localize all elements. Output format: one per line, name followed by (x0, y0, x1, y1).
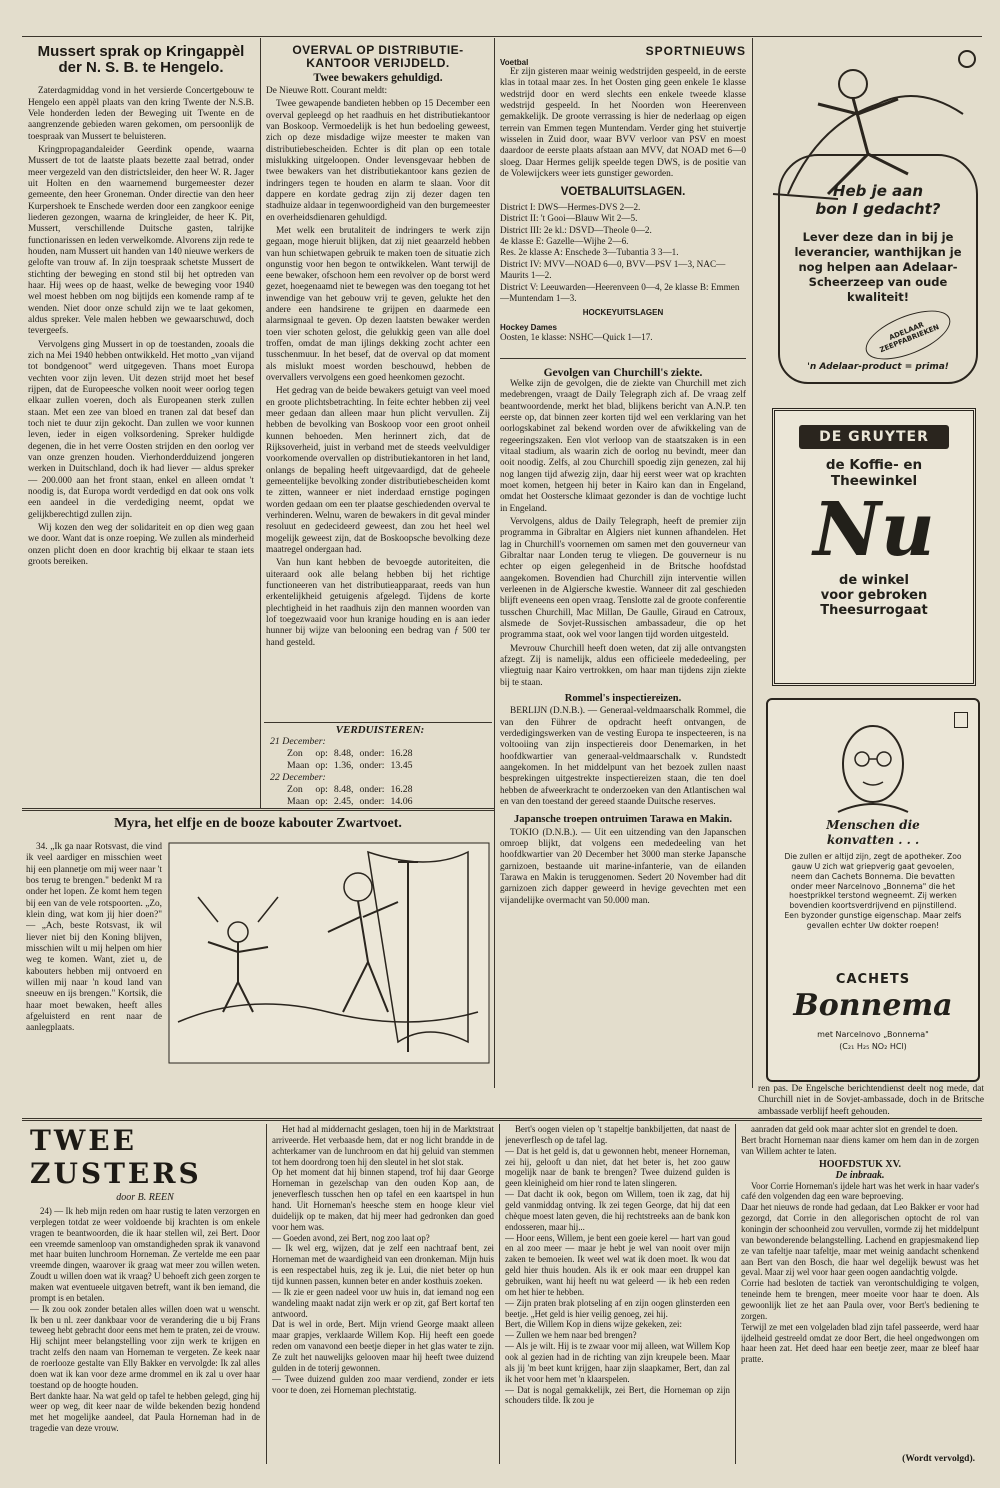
hockey-result: Oosten, 1e klasse: NSHC—Quick 1—17. (500, 332, 653, 343)
serial-text: Voor Corrie Horneman's ijdele hart was het werk in haar vader's café den volgenden dag een ware beproeving. Daar het nieuws de ronde had gedaan, dat Leo Bakker er voor had gezorgd, dat Corrie in den allegorischen optocht de rol van koningin der schoonheid zou vervullen, vormde zij het middelpunt van bewonderende belangstelling. Lachend en grapjesmakend liep ze van tafeltje naar tafeltje, maar met weinig aandacht schenkend aan Bert van den Bosch, die haar wel degelijk bewust was het geval. Maar zij wel voor haar geen oogen aandachtig volgde. Corrie had besloten de tactiek van verontschuldiging te volgen, teneinde hem te brengen, meer moeite voor haar te doen. Als gewoonlijk liet ze het aan Paula over, voor Bert's bediening te zorgen. Terwijl ze met een volgeladen blad zijn tafel passeerde, werd haar ijdelheid gestreeld omdat ze door Bert, die heel ongedwongen om haar heen zat. Het deed haar een beetje zeer, maar ze bleef haar pratte. (741, 1180, 979, 1365)
article-overval (266, 44, 490, 724)
sun-date-1: 21 December: (270, 736, 326, 747)
hockey-label: Hockey Dames (500, 323, 557, 333)
op-time: 8.48, (333, 747, 354, 759)
sun-row (284, 784, 416, 796)
result-line: District II: 't Gooi—Blauw Wit 2—5. (500, 213, 638, 224)
ad1-stamp: ADELAAR ZEEPFABRIEKEN (859, 301, 957, 370)
serial-col-4 (741, 1124, 979, 1464)
rule (500, 358, 746, 359)
paragraph: Het gedrag van de beide bewakers getuigt van veel moed en groote plichtsbetrachting. In feite echter hebben zij veel meer gedaan dan alleen maar hun plicht vervullen. Zij hebben de bevolking van Boskoop voor een groot onheil kunnen behoeden. Men herinnert zich, dat de Rijksoverheid, juist in verband met de steeds veelvuldiger voorkomende overvallen op distributiekantoren in het land, onlangs de bepaling heeft uitgevaardigd, dat de geheele gemeentelijke bevolking zonder distributiebescheiden komt te zitten, wanneer er niet inderdaad ernstige pogingen worden gedaan om een ter plaatse geschiedenden overval te verhinderen. Welnu, waren de bewakers in dit geval minder resoluut en gedecideerd geweest, dan zou het heel wel mogelijk geweest zijn, dat de Boskoopsche bevolking deze maatregel ondergaan had. (266, 386, 490, 556)
result-line: District V: Leeuwarden—Heerenveen 0—4, 2e klasse B: Emmen—Muntendam 1—3. (500, 281, 740, 303)
serial-rule-2 (499, 1124, 500, 1464)
result-line: District I: DWS—Hermes-DVS 2—2. (500, 201, 641, 212)
ad2-line4: voor gebroken (820, 588, 928, 603)
op-label: op: (315, 759, 328, 771)
section-rule-serial (22, 1118, 982, 1121)
sun-label: Maan (287, 795, 310, 806)
ad2-brand: DE GRUYTER (799, 425, 949, 449)
headline-mussert: Mussert sprak op Kringappèl der N. S. B. te Hengelo. (37, 44, 245, 77)
paragraph: Van hun kant hebben de bevoegde autoriteiten, die uiteraard ook alle belang hebben bij het richtige functioneeren van het distributieapparaat, reeds van hun erkentelijkheid getuigenis afgelegd. Tijdens de korte plechtigheid in het raadhuis zijn den mannen woorden van lof toegezwaaid voor hun kranige houding en is aan ieder hunner bij wijze van belooning een bedrag van ƒ 500 ter hand gesteld. (266, 558, 490, 648)
headline-rommel: Rommel's inspectiereizen. (564, 693, 682, 705)
comic-myra (26, 816, 490, 1116)
ad1-body: Lever deze dan in bij je leverancier, wanthijkan je nog helpen aan Adelaar-Scheerzeep van oude kwaliteit! (794, 230, 962, 304)
column-rule-3 (752, 38, 753, 1088)
comic-illustration (168, 842, 490, 1064)
onder-time: 16.28 (390, 783, 413, 795)
chapter-heading: HOOFDSTUK XV. (818, 1158, 902, 1170)
paragraph: TOKIO (D.N.B.). — Uit een uitzending van den Japanschen omroep blijkt, dat volgens een mededeeling van het hoofdkwartier van 20 December het 3000 man sterke Japansche garnizoen, bestaande uit marine-infanterie, van de eilanden Tarawa en Makin is teruggenomen. Sedert 20 November had dit garnizoen zich dapper geweerd in hevige gevechten met een vijandelijke overmacht van 50.000 man. (500, 827, 746, 906)
voetbal-label: Voetbal (500, 58, 529, 67)
op-label: op: (315, 783, 328, 795)
verduisteren-box (270, 724, 490, 806)
paragraph: Met welk een brutaliteit de indringers te werk zijn gegaan, moge hieruit blijken, dat zij niet geaarzeld hebben van hun schietwapen gebruik te maken toen de situatie zich ongunstig voor hen begon te ontwikkelen. Want terwijl de eene bewaker, ofschoon hem een revolver op de borst werd gezet, hoegenaamd niet te bewegen was den toegang tot het inwendige van het gebouw vrij te geven, gelukte het den andere een handsirene te grijpen en daarmede een alarmsignaal te geven. Op dezen laatsten bewaker werden toen vier schoten gelost, die gelukkig geen van alle doel troffen, omdat de man ijlings dekking zocht achter een tusschenmuur. In het besef, dat de overval op dat moment als mislukt moest worden beschouwd, hebben de overvallers vervolgens een goed heenkomen gezocht. (266, 225, 490, 384)
sun-label: Maan (287, 759, 310, 771)
paragraph: Welke zijn de gevolgen, die de ziekte van Churchill met zich medebrengen, vraagt de Daily Telegraph zich af. De vraag zelf beantwoordende, merkt het blad, blijkens bericht van A.N.P. ten eerste op, dat binnen zeer korten tijd wel een verklaring van het oorlogskabinet zal bekend worden over de afwikkeling van de regeeringszaken. Een vlot verloop van de staatszaken is in een vitaal stadium, als waarin zich de oorlog nu bevindt, meer dan ooit noodig. Zelfs, al zou Churchill spoedig zijn genezen, zal hij nog langen tijd afwezig zijn, daar hij eerst weer wat op krachten moet komen, hetgeen hij beter in Kairo kan dan in Engeland, omdat het Oostersche klimaat gezonder is dan de vochtige lucht in Engeland. (500, 379, 746, 514)
continuation-text: ren pas. De Engelsche berichtendienst deelt nog mede, dat Churchill niet in de Sovjet-ambassade, doch in de Britsche ambassade verblijf heeft gehouden. (758, 1084, 984, 1116)
verduisteren-title: VERDUISTEREN: (335, 724, 425, 736)
voetbal-text: Er zijn gisteren maar weinig wedstrijden gespeeld, in de eerste klas in totaal maar zes. In het Oosten ging geen enkele 1e klasse wedstrijd door en werd slechts een enkele tweede klasse wedstrijd gespeeld. In het Noorden won Heerenveen gemakkelijk. De groote verrassing is hier de nederlaag op eigen terrein van Emmen tegen Muntendam. Verder ging het stuivertje wisselen in Zuid door, waar BVV verloor van PSV en moest daardoor de eerste plaats afstaan aan MVV, dat NOAD met 6—0 sloeg. Daar Hermes gelijk speelde tegen DWS, is de positie van de Volewijckers weer iets gunstiger geworden. (500, 67, 746, 179)
onder-label: onder: (359, 783, 385, 795)
ad3-cachets: CACHETS (835, 972, 911, 987)
sun-row (284, 796, 416, 806)
ad-de-gruyter (772, 408, 976, 686)
paragraph: Zaterdagmiddag vond in het versierde Concertgebouw te Hengelo een appèl plaats van den kring Twente der N.S.B. Vele honderden leden der Beweging uit Twente en de aangrenzende gebieden waren gekomen, om persoonlijk de toespraak van Mussert te beluisteren. (28, 86, 254, 142)
sun-row (284, 748, 416, 760)
paragraph: Wij kozen den weg der solidariteit en op dien weg gaan we door. Want dat is onze roeping. We zullen als minderheid onzen plicht doen en door krachtig bij elkaar te staan iets groots bereiken. (28, 522, 254, 567)
paragraph: De Nieuwe Rott. Courant meldt: (266, 85, 388, 96)
paragraph: Mevrouw Churchill heeft doen weten, dat zij alle ontvangsten afzegt. Zij is namelijk, aldus een officieele mededeeling, per vliegtuig naar Kairo vertrokken, om haar man tijdens zijn ziekte bij te staan. (500, 643, 746, 688)
headline-voetbaluitslagen: VOETBALUITSLAGEN. (560, 186, 686, 199)
onder-time: 13.45 (390, 759, 413, 771)
headline-hockeyuitslagen: HOCKEYUITSLAGEN (582, 308, 664, 318)
ad1-slogan: 'n Adelaar-product = prima! (807, 362, 949, 372)
ad1-headline-2: bon I gedacht? (815, 200, 941, 218)
serial-text: 24) — Ik heb mijn reden om haar rustig te laten verzorgen en verplegen totdat ze weer voldoende bij krachten is om enkele vragen te beantwoorden, die ik haar stellen wil, zei Bert. Door een vreemde samenloop van omstandigheden sprak ik vanavond met haar buiten lunchroom Horneman. Ze vertelde me een paar vreemde dingen, waarover ik graag wat meer zou willen weten. Zoudt u willen doen wat ik vraag? U behoeft zich geen zorgen te maken wat eventueele uitgaven betreft, want ik ben iemand, die prompt is en betalen. — Ik zou ook zonder betalen alles willen doen wat u wenscht. Ik ben u nl. zeer dankbaar voor de verandering die u bij Frans teweeg hebt gebracht door eens met hem te praten, zei de vrouw. Hij schijnt meer belangstelling voor zijn werk te krijgen en tracht zelfs den naam van Horneman te vergeten. Ze keek naar de roerlooze gestalte van Elly Bakker en vervolgde: Ik zal alles doen wat ik kan voor deze arme drommel en ik zal u over haar toestand op de hoogte houden. Bert dankte haar. Na wat geld op tafel te hebben gelegd, ging hij weer op weg, dit keer naar de wilde bekenden bezig hondend met het mogelijke aandeel, dat Paula Horneman had in de tragedie van deze vrouw. (30, 1206, 260, 1434)
comic-title: Myra, het elfje en de booze kabouter Zwartvoet. (114, 816, 402, 831)
serial-col-3 (505, 1124, 730, 1464)
sun-table-2 (284, 784, 416, 806)
sun-label: Zon (287, 747, 303, 759)
sun-label: Zon (287, 783, 303, 795)
chapter-subheading: De inbraak. (835, 1169, 885, 1181)
ad3-headline-2: konvatten . . . (826, 833, 920, 847)
apothecary-logo-icon (954, 712, 968, 728)
op-time: 8.48, (333, 783, 354, 795)
sun-table-1 (284, 748, 416, 772)
serial-rule-1 (266, 1124, 267, 1464)
ad2-line3: de winkel (839, 573, 909, 588)
sun-row (284, 760, 416, 772)
serial-text: aanraden dat geld ook maar achter slot en grendel te doen. Bert bracht Horneman naar diens kamer om hem dan in de zorgen van Willem achter te laten. (741, 1124, 979, 1156)
subheadline-overval: Twee bewakers gehuldigd. (313, 71, 443, 84)
serial-text: Bert's oogen vielen op 't stapeltje bankbiljetten, dat naast de jeneverflesch op de tafel lag. — Dat is het geld is, dat u gewonnen hebt, meneer Horneman, zei hij, gelooft u dan niet, dat het beter is, het zoo gauw mogelijk naar de bank te brengen? Twee duizend gulden is geen kleinigheid om hier rond te laten slingeren. — Dat dacht ik ook, begon om Willem, toen ik zag, dat hij geld vanmiddag ontving. Ik zei tegen George, dat hij dat een chèque moest laten geven, die hij rechtstreeks aan de bank kon endosseren, maar hij... — Hoor eens, Willem, je bent een goeie kerel — hart van goud en al zoo meer — maar je hebt je wel van nooit over mijn zaken te bemoeien. Ik weet wel wat ik doen moet. Ik wou dat geld hier thuis houden. Als ik er ook maar een druppel kan gebruiken, want hij heeft nu wat geleerd — ik heb een reden om het hier te hebben. — Zijn praten brak plotseling af en zijn oogen glinsterden een beetje. „Het geld is hier veilig genoeg, zei hij. Bert, die Willem Kop in diens wijze gekeken, zei: — Zullen we hem naar bed brengen? — Als je wilt. Hij is te zwaar voor mij alleen, wat Willem Kop ook al gezien had in de richting van zijn kreupele been. Maar als jij 'm beet kunt krijgen, haar zijn slaapkamer, Bert, dan zal ik het voor hem met 'n klaarspelen. — Dat is nogal gemakkelijk, zei Bert, die Horneman op zijn schouders tilde. Ik zou je (505, 1124, 730, 1406)
result-line: District III: 2e kl.: DSVD—Theole 0—2. (500, 224, 652, 235)
sport-column (500, 44, 746, 1112)
paragraph: Kringpropagandaleider Geerdink opende, waarna Mussert de tot de laatste plaats bezette zaal betrad, onder meer vergezeld van den districtsleider, den heer W. R. Jager uit Holten en den waarnemend burgemeester dezer gemeente, den heer Groneman. Onder directie van den heer Kurpershoek te Enschede werden door een zangkoor eenige liederen gezongen, waarna de kringleider, de heer K. Pit, Mussert, verschillende Duitsche gasten, talrijke functionarissen en leden verwelkomde. Alvorens zijn rede te houden, nam Mussert uit handen van 140 nieuwe werkers de gelofte van trouw af. In zijn toespraak schetste Mussert de stichting der beweging en stond stil bij het optreden van haar. Hij wees op de haast, welke de beweging voor 1940 wel moest hebben om nog bijtijds een komende ramp af te wenden. Niet door onze schuld zijn we te laat gekomen, aldus spreker. Vele malen hebben we gewaarschuwd, doch tevergeefs. (28, 145, 254, 337)
headline-sportnieuws: SPORTNIEUWS (645, 44, 746, 58)
paragraph: Vervolgens ging Mussert in op de toestanden, zooals die zich na Mei 1940 hebben ontwikkeld. Het motto „van vijand tot bondgenoot" werd uitgegeven. Thans moet Europa vechten voor zijn leven. Uit dezen strijd moet het besef rijpen, dat de Europeesche volken nooit weer oorlog tegen elkaar zullen voeren, doch als Europeanen sterk zullen staan. Met een zee van bloed en tranen zal dat besef dan toch niet te duur zijn gekocht. Dan zullen we voor kunnen leven, ieder in eigen volksordening. Spreker huldigde degenen, die in het verre Oosten strijden en den oorlog ver van onze grenzen houden. Vierhonderdduizend jongeren werken in Duitschland, doch ik had liever — aldus spreker — 200.000 aan het front staan, enkel en alleen omdat 't noodig is, dat Europa wordt verdedigd en dat ook ons volk een aandeel in die verdediging neemt, opdat we gelijkberechtigd zullen zijn. (28, 339, 254, 520)
op-time: 2.45, (333, 795, 354, 806)
pharmacist-portrait-illustration (818, 714, 928, 814)
ad-adelaar (758, 44, 984, 386)
result-line: Res. 2e klasse A: Enschede 3—Tubantia 3 3—1. (500, 247, 679, 258)
ad3-footer: met Narcelnovo „Bonnema" (817, 1030, 929, 1039)
onder-label: onder: (359, 795, 385, 806)
paragraph: Twee gewapende bandieten hebben op 15 December een overval gepleegd op het raadhuis en het distributiekantoor van Boskoop. Vermoedelijk is het hun bedoeling geweest, zich op deze misdadige wijze meester te maken van distributiebescheiden. Echter is dit plan op een totale mislukking uitgeloopen. Onder levensgevaar hebben de twee bewakers van het distributiekantoor kans gezien de indringers tegen te houden en alarm te slaan. Voor dit dappere en kordate gedrag zijn zij dezer dagen ten stadhuize aldaar in tegenwoordigheid van den burgemeester en overheidsdienaren gehuldigd. (266, 99, 490, 223)
ad3-brand: Bonnema (793, 988, 953, 1023)
churchill-continuation (758, 1084, 984, 1116)
comic-text: 34. „Ik ga naar Rotsvast, die vind ik veel aardiger en misschien weet hij een plannetje om mij weer naar 't bos terug te brengen." bedenkt M ra onder het lopen. Ze komt hem tegen bij een van de vele rotspoorten. „Zo, klein ding, wat kom jij hier doen?" — „Ach, beste Rotsvast, ik wil liever niet bij den Koning blijven, misschien wilt u mij helpen om hier weg te komen. Want, ziet u, de kabouters hebben mij ontvoerd en willen mij naar 'n koud land van sneeuw en ijs brengen." Kortsik, die haar moet bewaken, heeft alles afgeluisterd en rent naar de aanlegplaats. (26, 842, 162, 1034)
top-rule (22, 36, 982, 37)
paragraph: Vervolgens, aldus de Daily Telegraph, heeft de premier zijn programma in Gibraltar en Algiers niet kunnen afhandelen. Het lag in Churchill's voornemen om samen met den gouverneur van Gibraltar naar Londen terug te vliegen. De gouverneur is nu echter op eigen gelegenheid in de Britsche hoofdstad aangekomen. Bovendien had Churchill zijn interventie willen verleenen in de Algiersche kwestie. Wanneer dit zal geschieden blijft eveneens een open vraag. Tenslotte zal de groote conferentie tusschen Churchill, Mac Millan, De Gaulle, Giraud en Catroux, alsmede de Sovjet-Russischen ambassadeur, die op het programma staat, ook wel voor langen tijd worden uitgesteld. (500, 517, 746, 641)
section-rule-myra (22, 808, 494, 811)
op-time: 1.36, (333, 759, 354, 771)
op-label: op: (315, 795, 328, 806)
serial-text: Het had al middernacht geslagen, toen hij in de Marktstraat arriveerde. Het verbaasde hem, dat er nog licht brandde in de achterkamer van de lunchroom en dat hij geluid van stemmen tot hem doordrong toen hij den sleutel in het slot stak. Op het moment dat hij binnen stapend, trof hij daar George Horneman in gezelschap van den ouden Kop aan, de jeneverflesch tusschen hen op tafel en een kaartspel in hun hand. Uit Horneman's heesche stem en hooge kleur viel duidelijk op te maken, dat hij meer had gedronken dan goed voor hem was. — Goeden avond, zei Bert, nog zoo laat op? — Ik wel erg, wijzen, dat je zelf een nachtraaf bent, zei Horneman met de waardigheid van een dronkeman. Mijn huis is een respectabel huis, zeg ik je. Lui, die niet beter op hun tijd kunnen passen, kunnen beter en ander kosthuis zoeken. — Ik zie er geen nadeel voor uw huis in, dat iemand nog een wandeling maakt nadat zijn werk er op zit, gaf Bert kortaf ten antwoord. Dat is wel in orde, Bert. Mijn vriend George maakt alleen maar grapjes, verklaarde Willem Kop. Hij heeft een goede reden om vanavond een beetje dieper in het glas water te zijn. Ze zult het nauwelijks gelooven maar hij heeft twee duizend gulden in de toterij gewonnen. — Twee duizend gulden zoo maar verdiend, zonder er iets voor te doen, zei Horneman plechtstatig. (272, 1124, 494, 1395)
serial-rule-3 (735, 1124, 736, 1464)
paragraph: BERLIJN (D.N.B.). — Generaal-veldmaarschalk Rommel, die van den Führer de opdracht heeft ontvangen, de verdedigingswerken van de vesting Europa te inspecteeren, is na voltooiing van zijn inspectiereis door Denemarken, in het hoofdkwartier van generaal-veldmaarschalk v. Rundstedt aangekomen. In het middelpunt van het bezoek zullen naast besprekingen uitgestrekte inspectiereizen staan, die ten doel hebben de afweerkracht te onderzoeken van den Atlantischen wal en van den toestand der gereed staande Duitsche reserves. (500, 706, 746, 807)
article-mussert (28, 44, 254, 806)
onder-label: onder: (359, 747, 385, 759)
continued-note: (Wordt vervolgd). (898, 1454, 975, 1464)
column-rule-1 (260, 38, 261, 808)
sun-date-2: 22 December: (270, 771, 326, 783)
headline-japan: Japansche troepen ontruimen Tarawa en Makin. (514, 814, 732, 826)
result-line: District IV: MVV—NOAD 6—0, BVV—PSV 1—3, NAC—Maurits 1—2. (500, 258, 726, 281)
serial-col-2 (272, 1124, 494, 1464)
result-line: 4e klasse E: Gazelle—Wijhe 2—6. (500, 235, 629, 246)
serial-title: TWEE ZUSTERS (30, 1124, 202, 1190)
ad2-big-word: Nu (813, 487, 935, 573)
ad2-line5: Theesurrogaat (820, 603, 928, 618)
headline-overval: OVERVAL OP DISTRIBUTIE-KANTOOR VERIJDELD. (292, 44, 464, 70)
rule-verduisteren (264, 722, 492, 723)
serial-byline: door B. REEN (116, 1192, 174, 1203)
op-label: op: (315, 747, 328, 759)
headline-churchill: Gevolgen van Churchill's ziekte. (543, 366, 703, 379)
ad-bonnema (766, 698, 980, 1082)
ad2-line2: Theewinkel (830, 473, 918, 489)
ad1-headline-1: Heb je aan (832, 182, 924, 200)
ad2-line1: de Koffie- en (825, 457, 923, 473)
column-rule-2 (494, 38, 495, 1088)
ad3-body: Die zullen er altijd zijn, zegt de apotheker. Zoo gauw U zich wat griepverig gaat gevoelen, neem dan Cachets Bonnema. Die bevatten onder meer Narcelnovo „Bonnema" die het hoestprikkel terstond wegneemt. Zij werken bovendien koortsverdrijvend en pijnstillend. Een byzonder gunstige eigenschap. Maar zelfs gevallen echter Uw dokter roepen! (784, 852, 962, 931)
onder-time: 14.06 (390, 795, 413, 806)
serial-col-1 (30, 1124, 260, 1464)
ad3-headline-1: Menschen die (826, 818, 920, 832)
onder-label: onder: (359, 759, 385, 771)
ad3-formula: (C₂₁ H₂₅ NO₂ HCl) (839, 1042, 907, 1051)
onder-time: 16.28 (390, 747, 413, 759)
